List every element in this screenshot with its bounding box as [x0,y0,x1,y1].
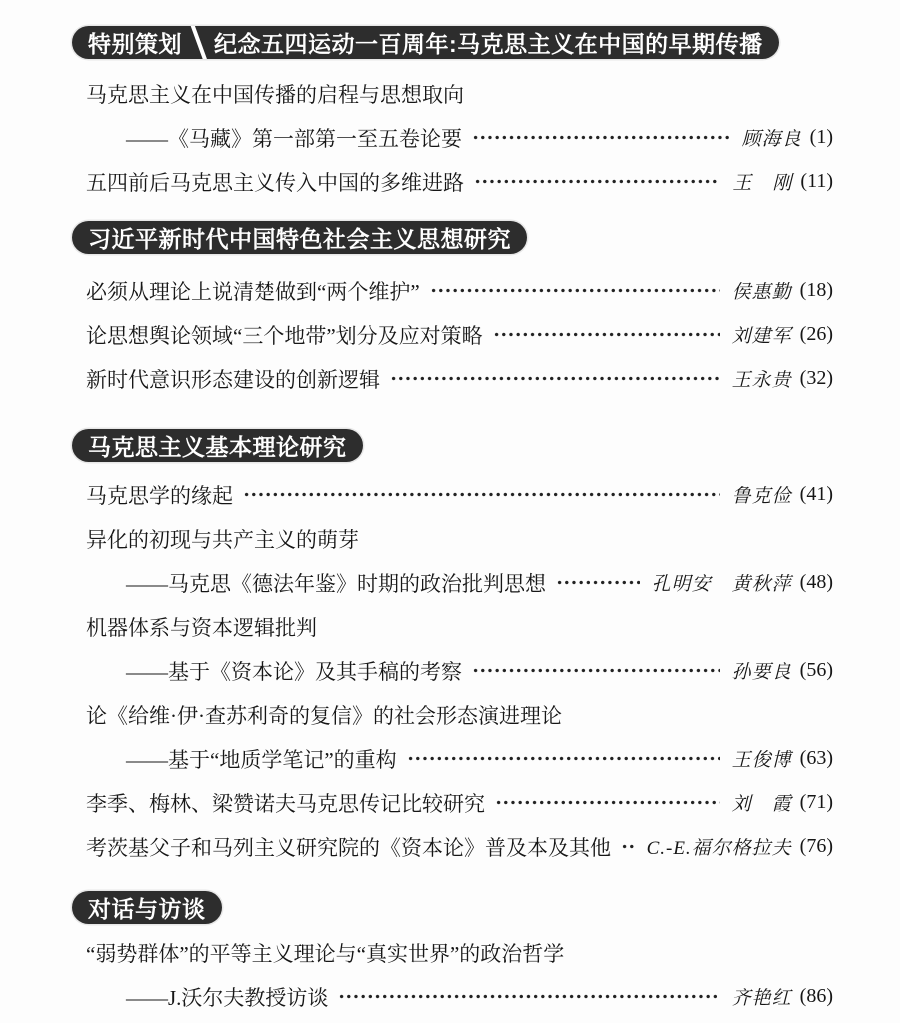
entry-author: 刘 霞 [731,794,792,815]
toc-entry [86,321,833,348]
entry-title: ——基于《资本论》及其手稿的考察 [126,659,462,684]
dot-leader [390,365,720,392]
dot-leader [338,983,719,1010]
toc-entry [86,365,833,392]
entry-page-number: (71) [799,791,833,813]
banner-label: 特别策划 [88,31,182,57]
entry-title: 李季、梅林、梁赞诺夫马克思传记比较研究 [86,791,485,816]
entry-page-number: (11) [800,170,833,192]
toc-entry [86,277,833,304]
entry-page-number: (63) [799,747,833,769]
dot-leader [430,277,720,304]
entry-title: 机器体系与资本逻辑批判 [86,615,317,640]
dot-leader [407,745,720,772]
entry-author: 王永贵 [731,370,792,391]
entry-title: 论《给维·伊·查苏利奇的复信》的社会形态演进理论 [86,703,562,728]
entry-page-number: (26) [799,323,833,345]
entry-title: 五四前后马克思主义传入中国的多维进路 [86,170,464,195]
entry-title: 新时代意识形态建设的创新逻辑 [86,367,380,392]
section-header-label: 马克思主义基本理论研究 [88,434,347,460]
toc-section [72,429,833,860]
entry-page-number: (1) [809,126,833,148]
entry-title: 马克思主义在中国传播的启程与思想取向 [86,82,464,107]
toc-entry [86,80,833,107]
section-entries [72,481,833,860]
dot-leader [495,789,720,816]
section-header [72,429,363,462]
entry-author: 鲁克俭 [731,486,792,507]
toc-entry [86,745,833,772]
entry-title: 考茨基父子和马列主义研究院的《资本论》普及本及其他 [86,835,611,860]
entry-title: 异化的初现与共产主义的萌芽 [86,527,359,552]
toc-entry [86,525,833,552]
entry-title: ——马克思《德法年鉴》时期的政治批判思想 [126,571,546,596]
entry-page-number: (56) [799,659,833,681]
slash-divider-icon [189,26,208,59]
entry-page-number: (86) [799,985,833,1007]
toc-section [72,891,833,1010]
section-header-label: 对话与访谈 [88,896,206,922]
entry-title: 马克思学的缘起 [86,483,233,508]
entry-title: “弱势群体”的平等主义理论与“真实世界”的政治哲学 [86,941,565,966]
entry-author: 刘建军 [731,326,792,347]
toc-entry [86,569,833,596]
section-entries [72,80,833,195]
toc-entry [86,789,833,816]
dot-leader [493,321,720,348]
entry-author: 孙要良 [731,662,792,683]
entry-author: 王 刚 [732,173,793,194]
special-topic-banner [72,26,779,59]
dot-leader [472,657,720,684]
entry-title: ——基于“地质学笔记”的重构 [126,747,397,772]
toc-section [72,221,833,392]
entry-author: C.-E.福尔格拉夫 [646,838,792,859]
entry-title: ——《马藏》第一部第一至五卷论要 [126,126,462,151]
entry-author: 顾海良 [741,129,802,150]
section-entries [72,277,833,392]
toc-entry [86,657,833,684]
entry-page-number: (48) [799,571,833,593]
dot-leader [472,124,730,151]
dot-leader [621,833,635,860]
toc-sections [72,80,833,1010]
toc-entry [86,701,833,728]
toc-section [72,80,833,195]
section-header-label: 习近平新时代中国特色社会主义思想研究 [88,226,511,252]
entry-title: ——J.沃尔夫教授访谈 [126,985,329,1010]
dot-leader [556,569,640,596]
dot-leader [243,481,720,508]
dot-leader [474,168,720,195]
entry-author: 王俊博 [731,750,792,771]
toc-entry [86,613,833,640]
entry-page-number: (18) [799,279,833,301]
toc-entry [86,124,833,151]
toc-entry [86,939,833,966]
section-header [72,891,222,924]
entry-page-number: (41) [799,483,833,505]
entry-title: 必须从理论上说清楚做到“两个维护” [86,279,420,304]
toc-entry [86,168,833,195]
entry-page-number: (32) [799,367,833,389]
toc-entry [86,983,833,1010]
section-header [72,221,527,254]
entry-author: 齐艳红 [731,988,792,1009]
toc-entry [86,481,833,508]
entry-author: 侯惠勤 [731,282,792,303]
entry-title: 论思想舆论领域“三个地带”划分及应对策略 [86,323,483,348]
toc-entry [86,833,833,860]
banner-title: 纪念五四运动一百周年:马克思主义在中国的早期传播 [214,31,763,57]
entry-page-number: (76) [799,835,833,857]
entry-author: 孔明安 黄秋萍 [651,574,792,595]
section-entries [72,939,833,1010]
